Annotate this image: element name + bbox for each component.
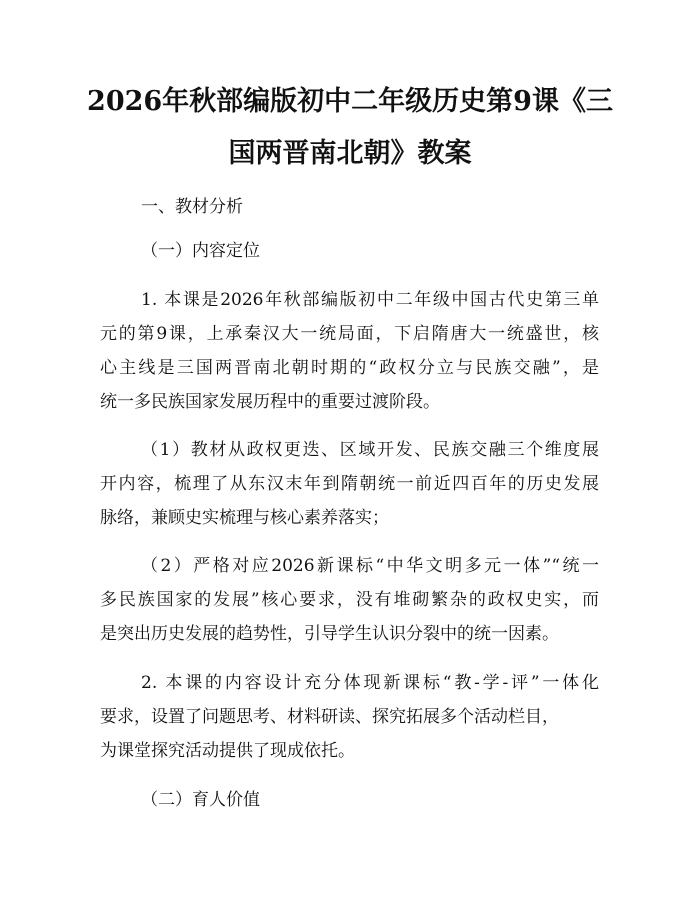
subsection-heading-content-positioning: （一）内容定位 — [141, 241, 260, 261]
paragraph-4-line-1: 2. 本课的内容设计充分体现新课标“教-学-评”一体化 — [141, 673, 599, 693]
paragraph-1-line-3: 心主线是三国两晋南北朝时期的“政权分立与民族交融”，是 — [100, 358, 599, 378]
paragraph-3-line-1: （2）严格对应2026新课标“中华文明多元一体”“统一 — [141, 556, 599, 576]
paragraph-2-line-3: 脉络，兼顾史实梳理与核心素养落实； — [100, 508, 389, 528]
paragraph-4-line-2: 要求，设置了问题思考、材料研读、探究拓展多个活动栏目， — [100, 707, 559, 727]
subsection-heading-educational-value: （二）育人价值 — [141, 790, 260, 810]
paragraph-1-line-1: 1. 本课是2026年秋部编版初中二年级中国古代史第三单 — [141, 290, 599, 310]
paragraph-3-line-2: 多民族国家的发展”核心要求，没有堆砌繁杂的政权史实，而 — [100, 590, 599, 610]
paragraph-1-line-4: 统一多民族国家发展历程中的重要过渡阶段。 — [100, 392, 440, 412]
document-title-line-2: 国两晋南北朝》教案 — [228, 138, 472, 169]
document-title-line-1: 2026年秋部编版初中二年级历史第9课《三 — [87, 86, 613, 117]
paragraph-4-line-3: 为课堂探究活动提供了现成依托。 — [100, 741, 355, 761]
paragraph-1-line-2: 元的第9课，上承秦汉大一统局面，下启隋唐大一统盛世，核 — [100, 324, 599, 344]
section-heading-textbook-analysis: 一、教材分析 — [141, 197, 243, 217]
paragraph-3-line-3: 是突出历史发展的趋势性，引导学生认识分裂中的统一因素。 — [100, 624, 559, 644]
paragraph-2-line-1: （1）教材从政权更迭、区域开发、民族交融三个维度展 — [141, 440, 599, 460]
paragraph-2-line-2: 开内容，梳理了从东汉末年到隋朝统一前近四百年的历史发展 — [100, 474, 599, 494]
